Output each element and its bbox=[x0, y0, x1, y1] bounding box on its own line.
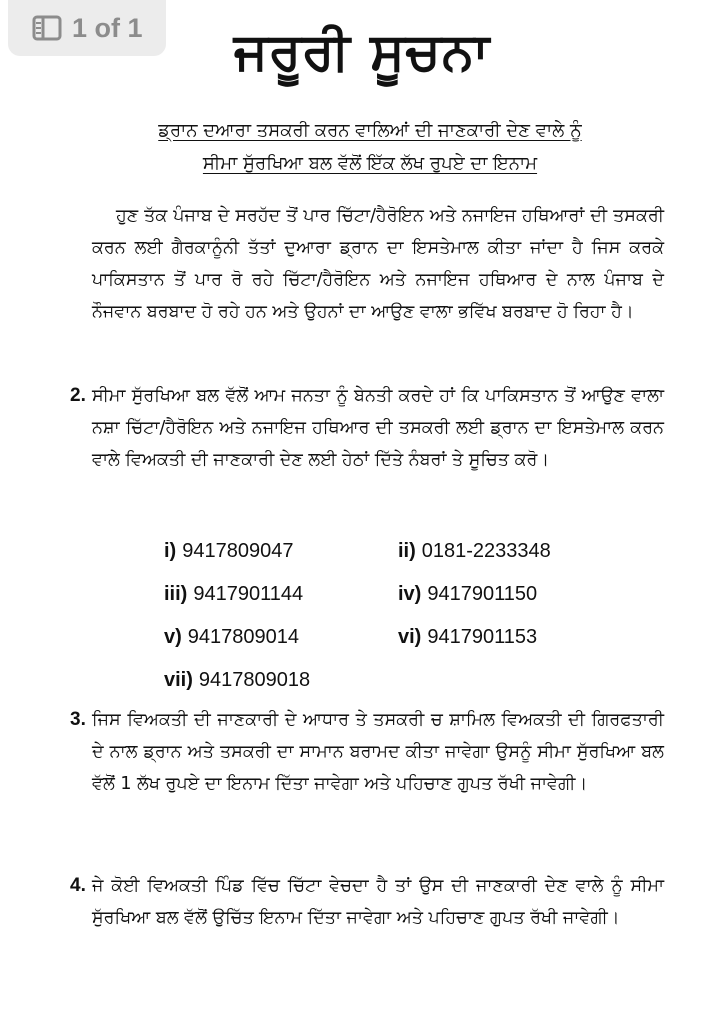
item-number: 4. bbox=[70, 875, 86, 896]
phone-label: v) bbox=[164, 626, 182, 648]
phone-number: 9417809018 bbox=[198, 669, 311, 691]
phone-number: 9417901150 bbox=[427, 583, 538, 605]
phone-label: vi) bbox=[398, 626, 422, 648]
phone-label: i) bbox=[164, 540, 177, 562]
phone-row bbox=[164, 530, 664, 573]
item-text: ਜਿਸ ਵਿਅਕਤੀ ਦੀ ਜਾਣਕਾਰੀ ਦੇ ਆਧਾਰ ਤੇ ਤਸਕਰੀ ਚ ਸ਼ਾਮਿਲ ਵਿਅਕਤੀ ਦੀ ਗਿਰਫਤਾਰੀ ਦੇ ਨਾਲ ਡ੍ਰਾਨ ਅਤੇ ਤਸਕਰੀ ਦਾ ਸਾਮਾਨ ਬਰਾਮਦ ਕੀਤਾ ਜਾਵੇਗਾ ਉਸਨੂੰ ਸੀਮਾ ਸੁੱਰਖਿਆ ਬਲ ਵੱਲੋਂ 1 ਲੱਖ ਰੁਪਏ ਦਾ ਇਨਾਮ ਦਿੱਤਾ ਜਾਵੇਗਾ ਅਤੇ ਪਹਿਚਾਣ ਗੁਪਤ ਰੱਖੀ ਜਾਵੇਗੀ। bbox=[92, 710, 664, 794]
subtitle-line-1: ਡ੍ਰਾਨ ਦਆਰਾ ਤਸਕਰੀ ਕਰਨ ਵਾਲਿਆਂ ਦੀ ਜਾਣਕਾਰੀ ਦੇਣ ਵਾਲੇ ਨੂੰ bbox=[158, 120, 582, 141]
list-item-3 bbox=[70, 704, 664, 800]
item-number: 3. bbox=[70, 709, 86, 730]
notice-subtitle bbox=[60, 114, 680, 180]
list-item-2 bbox=[70, 380, 664, 476]
phone-number: 9417809014 bbox=[187, 626, 300, 648]
list-item-4 bbox=[70, 870, 664, 934]
phone-entry bbox=[398, 583, 632, 606]
page-indicator-text: 1 of 1 bbox=[72, 12, 143, 43]
phone-label: iii) bbox=[164, 583, 188, 605]
phone-number: 0181-2233348 bbox=[421, 540, 551, 562]
phone-entry bbox=[164, 583, 398, 606]
phone-row bbox=[164, 616, 664, 659]
phone-number: 9417809047 bbox=[182, 540, 294, 562]
phone-row bbox=[164, 573, 664, 616]
phone-entry bbox=[164, 669, 398, 692]
subtitle-line-2: ਸੀਮਾ ਸੁੱਰਖਿਆ ਬਲ ਵੱਲੋਂ ਇੱਕ ਲੱਖ ਰੁਪਏ ਦਾ ਇਨਾਮ bbox=[202, 153, 538, 174]
phone-number: 9417901144 bbox=[193, 583, 304, 605]
notice-title: ਜਰੂਰੀ ਸੂਚਨਾ bbox=[233, 22, 491, 82]
phone-label: vii) bbox=[164, 669, 193, 691]
phone-label: iv) bbox=[398, 583, 422, 605]
phone-entry bbox=[398, 626, 632, 649]
phone-label: ii) bbox=[398, 540, 416, 562]
phone-number-list bbox=[164, 530, 664, 702]
phone-entry bbox=[164, 540, 398, 563]
item-number: 2. bbox=[70, 385, 86, 406]
phone-entry bbox=[164, 626, 398, 649]
paragraph-intro: ਹੁਣ ਤੱਕ ਪੰਜਾਬ ਦੇ ਸਰਹੱਦ ਤੋਂ ਪਾਰ ਚਿੱਟਾ/ਹੈਰੋਇਨ ਅਤੇ ਨਜਾਇਜ ਹਥਿਆਰਾਂ ਦੀ ਤਸਕਰੀ ਕਰਨ ਲਈ ਗੈਰਕਾਨੂੰਨੀ ਤੱਤਾਂ ਦੁਆਰਾ ਡ੍ਰਾਨ ਦਾ ਇਸਤੇਮਾਲ ਕੀਤਾ ਜਾਂਦਾ ਹੈ ਜਿਸ ਕਰਕੇ ਪਾਕਿਸਤਾਨ ਤੋਂ ਪਾਰ ਰੋ ਰਹੇ ਚਿੱਟਾ/ਹੈਰੋਇਨ ਅਤੇ ਨਜਾਇਜ ਹਥਿਆਰ ਦੇ ਨਾਲ ਪੰਜਾਬ ਦੇ ਨੌਜਵਾਨ ਬਰਬਾਦ ਹੋ ਰਹੇ ਹਨ ਅਤੇ ਉਹਨਾਂ ਦਾ ਆਉਣ ਵਾਲਾ ਭਵਿੱਖ ਬਰਬਾਦ ਹੋ ਰਿਹਾ ਹੈ। bbox=[92, 206, 664, 322]
phone-entry bbox=[398, 540, 632, 563]
item-text: ਜੇ ਕੋਈ ਵਿਅਕਤੀ ਪਿੰਡ ਵਿੱਚ ਚਿੱਟਾ ਵੇਚਦਾ ਹੈ ਤਾਂ ਉਸ ਦੀ ਜਾਣਕਾਰੀ ਦੇਣ ਵਾਲੇ ਨੂੰ ਸੀਮਾ ਸੁੱਰਖਿਆ ਬਲ ਵੱਲੋਂ ਉਚਿੱਤ ਇਨਾਮ ਦਿੱਤਾ ਜਾਵੇਗਾ ਅਤੇ ਪਹਿਚਾਣ ਗੁਪਤ ਰੱਖੀ ਜਾਵੇਗੀ। bbox=[92, 876, 664, 928]
item-text: ਸੀਮਾ ਸੁੱਰਖਿਆ ਬਲ ਵੱਲੋਂ ਆਮ ਜਨਤਾ ਨੂੰ ਬੇਨਤੀ ਕਰਦੇ ਹਾਂ ਕਿ ਪਾਕਿਸਤਾਨ ਤੋਂ ਆਉਣ ਵਾਲਾ ਨਸ਼ਾ ਚਿੱਟਾ/ਹੈਰੋਇਨ ਅਤੇ ਨਜਾਇਜ ਹਥਿਆਰ ਦੀ ਤਸਕਰੀ ਲਈ ਡ੍ਰਾਨ ਦਾ ਇਸਤੇਮਾਲ ਕਰਨ ਵਾਲੇ ਵਿਅਕਤੀ ਦੀ ਜਾਣਕਾਰੀ ਦੇਣ ਲਈ ਹੇਠਾਂ ਦਿੱਤੇ ਨੰਬਰਾਂ ਤੇ ਸੂਚਿਤ ਕਰੋ। bbox=[92, 386, 664, 470]
phone-number: 9417901153 bbox=[427, 626, 538, 648]
phone-row bbox=[164, 659, 664, 702]
